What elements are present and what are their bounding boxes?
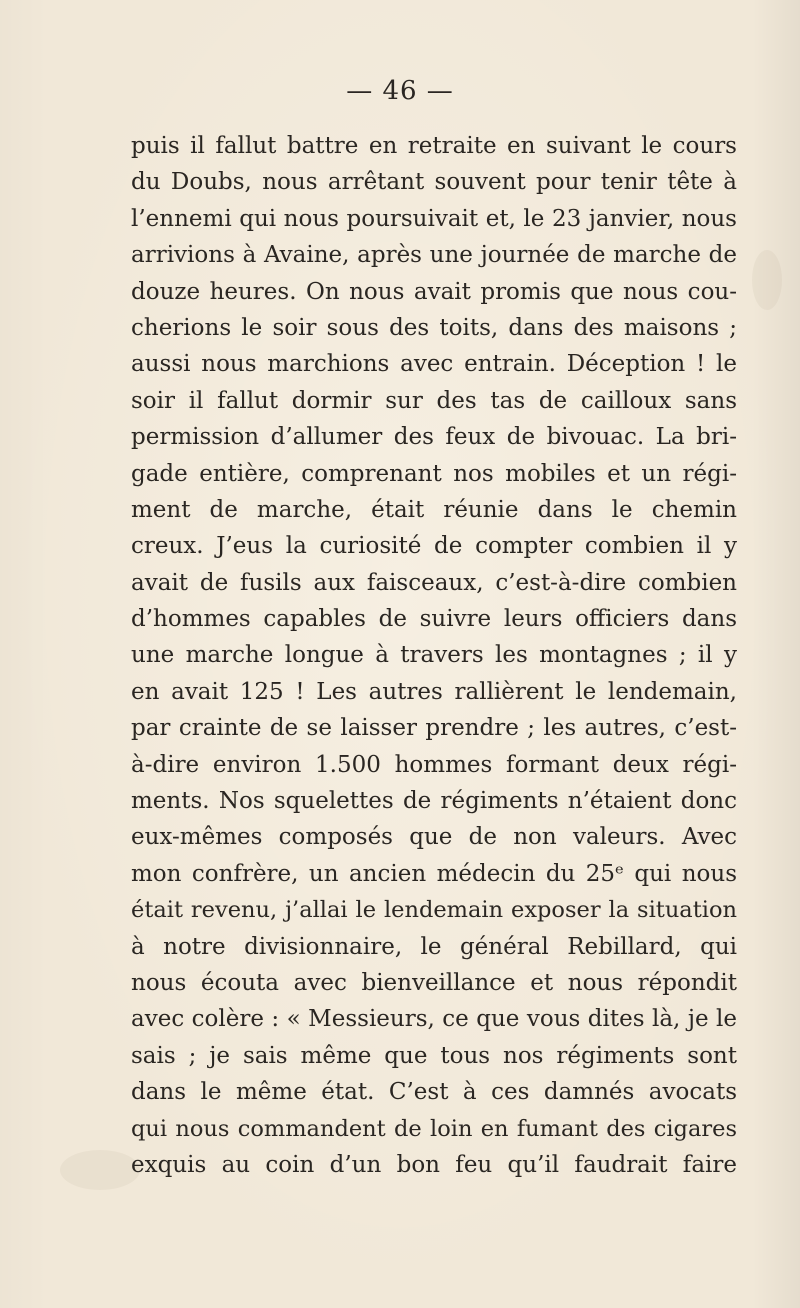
text-line: du Doubs, nous arrêtant souvent pour tenir tête à: [131, 169, 737, 196]
text-line: creux. J’eus la curiosité de compter combien il y: [131, 533, 737, 560]
text-line: arrivions à Avaine, après une journée de marche de: [131, 242, 737, 269]
text-line: avec colère : « Messieurs, ce que vous dites là, je le: [131, 1006, 737, 1033]
text-line: nous écouta avec bienveillance et nous répondit: [131, 969, 737, 996]
text-line: par crainte de se laisser prendre ; les autres, c’est-: [131, 715, 737, 742]
text-line: ment de marche, était réunie dans le chemin: [131, 496, 737, 523]
text-line: aussi nous marchions avec entrain. Déception ! le: [131, 351, 737, 378]
text-line: à-dire environ 1.500 hommes formant deux régi-: [131, 751, 737, 778]
text-line: soir il fallut dormir sur des tas de cailloux sans: [131, 387, 737, 414]
text-line: était revenu, j’allai le lendemain exposer la situation: [131, 897, 737, 924]
page-number: — 46 —: [346, 76, 454, 106]
text-line: dans le même état. C’est à ces damnés avocats: [131, 1079, 737, 1106]
text-line: sais ; je sais même que tous nos régiments sont: [131, 1042, 737, 1069]
text-line: une marche longue à travers les montagnes ; il y: [131, 642, 737, 669]
body-text: [131, 128, 737, 1183]
text-line: cherions le soir sous des toits, dans des maisons ;: [131, 314, 737, 341]
text-line: à notre divisionnaire, le général Rebillard, qui: [131, 933, 737, 960]
paper-stain: [60, 1150, 140, 1190]
text-line: l’ennemi qui nous poursuivait et, le 23 janvier, nous: [131, 205, 737, 232]
text-line: qui nous commandent de loin en fumant des cigares: [131, 1115, 737, 1142]
text-line: ments. Nos squelettes de régiments n’étaient donc: [131, 788, 737, 815]
text-line: mon confrère, un ancien médecin du 25ᵉ qui nous: [131, 860, 737, 887]
text-line: eux-mêmes composés que de non valeurs. Avec: [131, 824, 737, 851]
text-line: puis il fallut battre en retraite en suivant le cours: [131, 133, 737, 159]
text-line: gade entière, comprenant nos mobiles et un régi-: [131, 460, 737, 487]
text-line: exquis au coin d’un bon feu qu’il faudrait faire: [131, 1151, 737, 1178]
text-line: d’hommes capables de suivre leurs officiers dans: [131, 606, 737, 633]
text-line: douze heures. On nous avait promis que nous cou-: [131, 278, 737, 305]
text-line: en avait 125 ! Les autres rallièrent le lendemain,: [131, 678, 737, 705]
text-line: permission d’allumer des feux de bivouac. La bri-: [131, 424, 737, 451]
text-line: avait de fusils aux faisceaux, c’est-à-dire combien: [131, 569, 737, 596]
paper-stain: [752, 250, 782, 310]
